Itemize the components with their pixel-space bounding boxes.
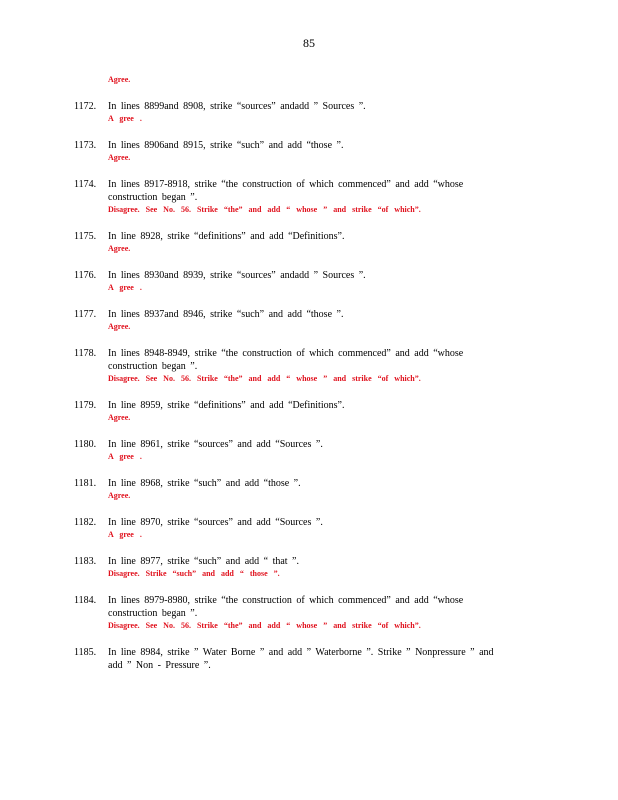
item-response: A gree . [108,452,142,461]
item-number: 1182. [74,517,97,528]
item-number: 1185. [74,647,97,658]
item-number: 1183. [74,556,97,567]
amendment-item [74,139,534,163]
amendment-item [74,100,534,124]
item-number: 1174. [74,179,97,190]
item-text: construction began ”. [108,608,198,619]
item-text: construction began ”. [108,361,198,372]
item-response: Agree. [108,322,131,331]
item-number: 1175. [74,231,97,242]
item-response: Disagree. Strike “such” and add “ those ”. [108,569,280,578]
item-response: Agree. [108,491,131,500]
item-number: 1173. [74,140,97,151]
item-number: 1176. [74,270,97,281]
item-text: In lines 8899and 8908, strike “sources” andadd ” Sources ”. [108,101,366,112]
page-number: 85 [303,36,315,50]
item-text: In lines 8906and 8915, strike “such” and add “those ”. [108,140,344,151]
item-number: 1172. [74,101,97,112]
item-number: 1179. [74,400,97,411]
amendment-item [74,516,534,540]
amendment-item [74,477,534,501]
item-response: Agree. [108,413,131,422]
amendment-list [74,100,534,687]
item-number: 1177. [74,309,97,320]
item-text: In lines 8979-8980, strike “the construction of which commenced” and add “whose [108,595,464,606]
amendment-item [74,555,534,579]
item-text: In lines 8917-8918, strike “the construction of which commenced” and add “whose [108,179,464,190]
lead-response: Agree. [108,75,131,84]
item-response: Disagree. See No. 56. Strike “the” and add “ whose ” and strike “of which”. [108,205,421,214]
item-number: 1181. [74,478,97,489]
amendment-item [74,438,534,462]
item-response: Agree. [108,244,131,253]
amendment-item [74,308,534,332]
amendment-item [74,347,534,384]
item-response: Disagree. See No. 56. Strike “the” and add “ whose ” and strike “of which”. [108,374,421,383]
item-number: 1178. [74,348,97,359]
item-text: In lines 8948-8949, strike “the construction of which commenced” and add “whose [108,348,464,359]
item-response: A gree . [108,283,142,292]
amendment-item [74,269,534,293]
item-text: In line 8977, strike “such” and add “ that ”. [108,556,299,567]
item-text: In lines 8930and 8939, strike “sources” andadd ” Sources ”. [108,270,366,281]
amendment-item [74,399,534,423]
item-text: In line 8961, strike “sources” and add “Sources ”. [108,439,323,450]
item-number: 1184. [74,595,97,606]
item-text: In line 8959, strike “definitions” and add “Definitions”. [108,400,345,411]
item-text: add ” Non - Pressure ”. [108,660,211,671]
item-number: 1180. [74,439,97,450]
amendment-item [74,594,534,631]
item-text: In line 8968, strike “such” and add “those ”. [108,478,301,489]
amendment-item [74,646,534,672]
amendment-item [74,178,534,215]
amendment-item [74,230,534,254]
item-text: In lines 8937and 8946, strike “such” and add “those ”. [108,309,344,320]
item-response: A gree . [108,114,142,123]
item-response: A gree . [108,530,142,539]
item-response: Disagree. See No. 56. Strike “the” and add “ whose ” and strike “of which”. [108,621,421,630]
item-response: Agree. [108,153,131,162]
item-text: construction began ”. [108,192,198,203]
item-text: In line 8970, strike “sources” and add “Sources ”. [108,517,323,528]
item-text: In line 8928, strike “definitions” and add “Definitions”. [108,231,345,242]
item-text: In line 8984, strike ” Water Borne ” and add ” Waterborne ”. Strike ” Nonpressure ” and [108,647,494,658]
